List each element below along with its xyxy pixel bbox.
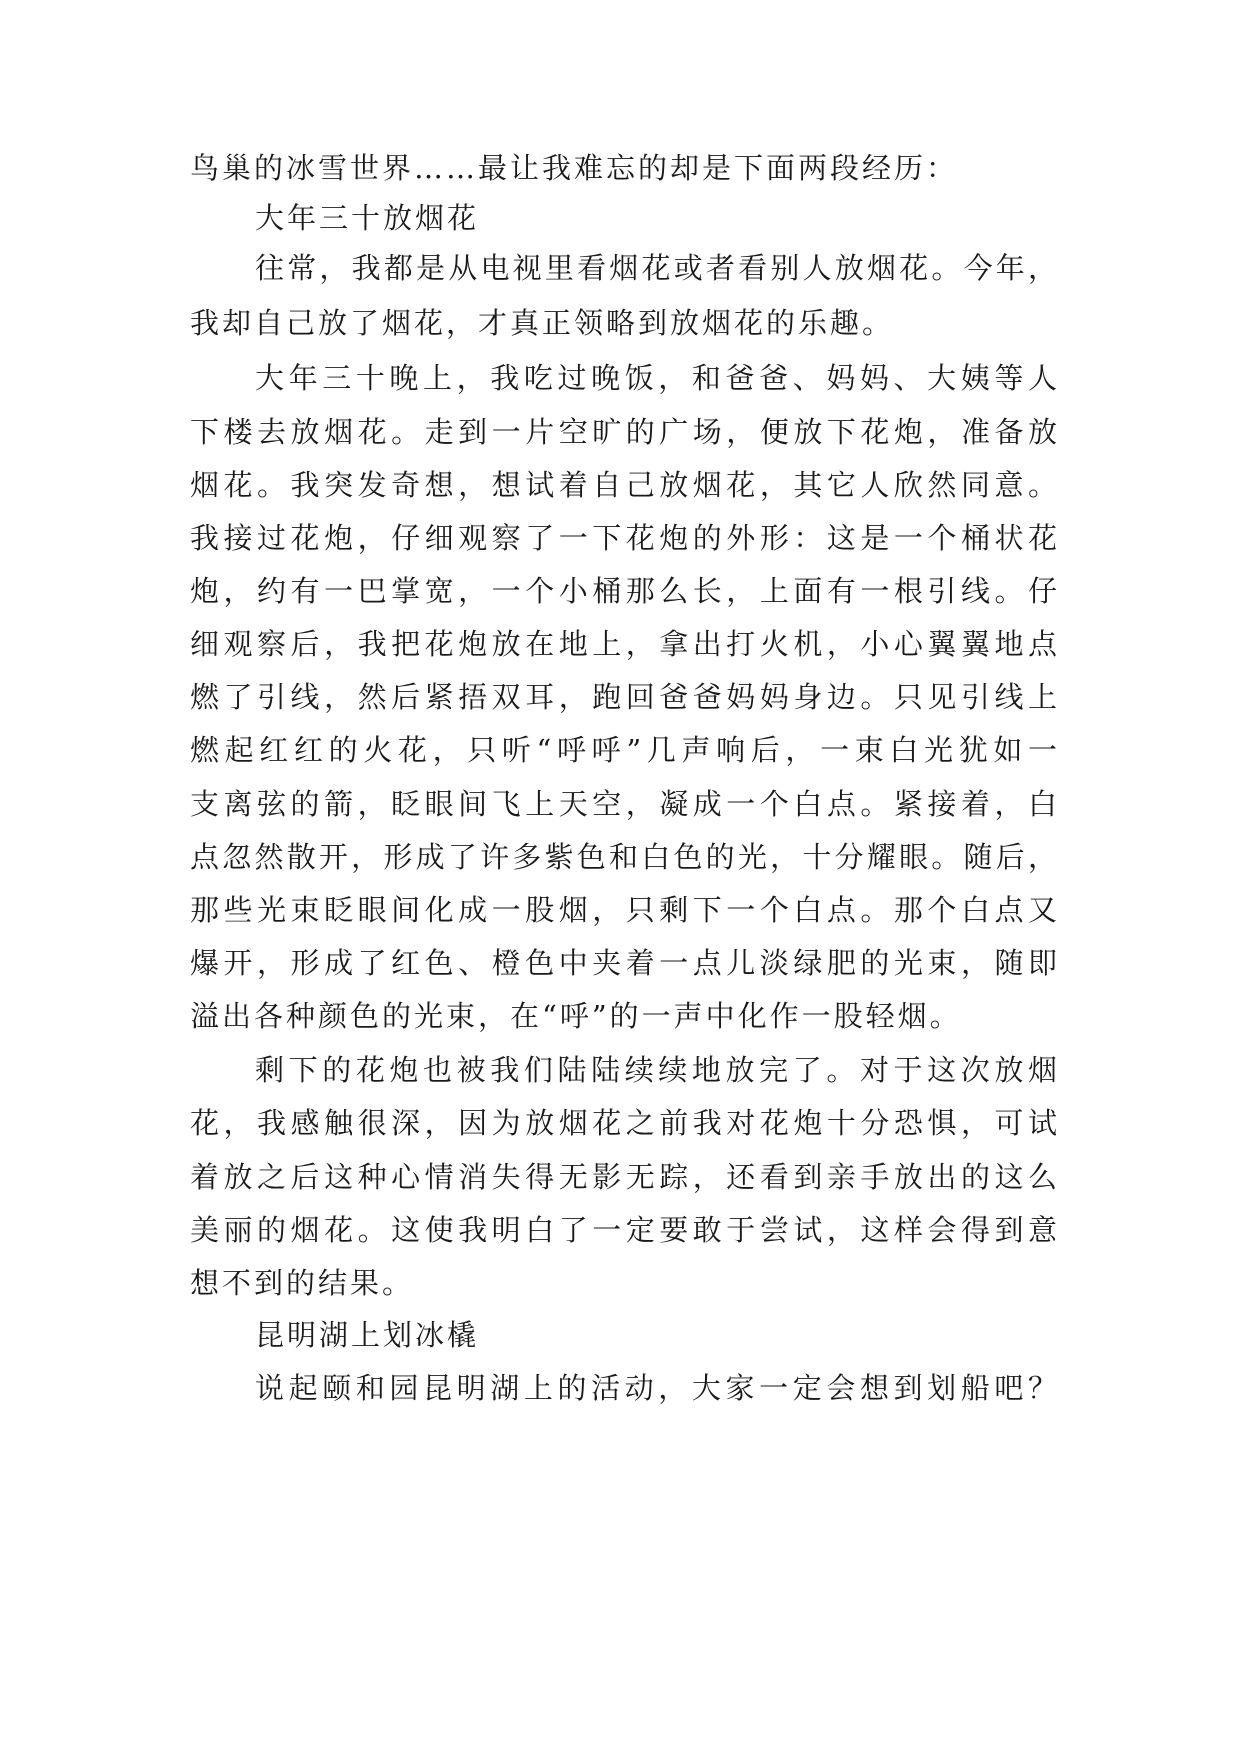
text-line: 说起颐和园昆明湖上的活动，大家一定会想到划船吧？ xyxy=(255,1371,1060,1405)
text-line: 燃起红红的火花，只听“呼呼”几声响后，一束白光犹如一 xyxy=(190,733,1060,767)
text-line: 那些光束眨眼间化成一股烟，只剩下一个白点。那个白点又 xyxy=(190,893,1060,927)
text-line: 炮，约有一巴掌宽，一个小桶那么长，上面有一根引线。仔 xyxy=(190,574,1060,608)
text-line: 细观察后，我把花炮放在地上，拿出打火机，小心翼翼地点 xyxy=(190,627,1060,661)
text-line: 大年三十晚上，我吃过晚饭，和爸爸、妈妈、大姨等人 xyxy=(255,361,1060,395)
text-line: 往常，我都是从电视里看烟花或者看别人放烟花。今年， xyxy=(255,251,1060,285)
text-line: 燃了引线，然后紧捂双耳，跑回爸爸妈妈身边。只见引线上 xyxy=(190,680,1060,714)
text-line: 下楼去放烟花。走到一片空旷的广场，便放下花炮，准备放 xyxy=(190,415,1060,449)
section-heading: 昆明湖上划冰橇 xyxy=(255,1318,480,1352)
section-heading: 大年三十放烟花 xyxy=(255,201,480,235)
text-line: 我接过花炮，仔细观察了一下花炮的外形：这是一个桶状花 xyxy=(190,521,1060,555)
text-line: 我却自己放了烟花，才真正领略到放烟花的乐趣。 xyxy=(190,306,895,340)
text-line: 着放之后这种心情消失得无影无踪，还看到亲手放出的这么 xyxy=(190,1160,1060,1194)
text-line: 想不到的结果。 xyxy=(190,1266,415,1300)
text-line: 点忽然散开，形成了许多紫色和白色的光，十分耀眼。随后， xyxy=(190,840,1060,874)
text-line: 溢出各种颜色的光束，在“呼”的一声中化作一股轻烟。 xyxy=(190,999,962,1033)
text-line: 支离弦的箭，眨眼间飞上天空，凝成一个白点。紧接着，白 xyxy=(190,787,1060,821)
text-line: 剩下的花炮也被我们陆陆续续地放完了。对于这次放烟 xyxy=(255,1053,1060,1087)
text-line: 花，我感触很深，因为放烟花之前我对花炮十分恐惧，可试 xyxy=(190,1106,1060,1140)
text-line: 爆开，形成了红色、橙色中夹着一点儿淡绿肥的光束，随即 xyxy=(190,946,1060,980)
text-line: 鸟巢的冰雪世界……最让我难忘的却是下面两段经历： xyxy=(190,151,959,185)
text-line: 美丽的烟花。这使我明白了一定要敢于尝试，这样会得到意 xyxy=(190,1213,1060,1247)
text-line: 烟花。我突发奇想，想试着自己放烟花，其它人欣然同意。 xyxy=(190,468,1060,502)
